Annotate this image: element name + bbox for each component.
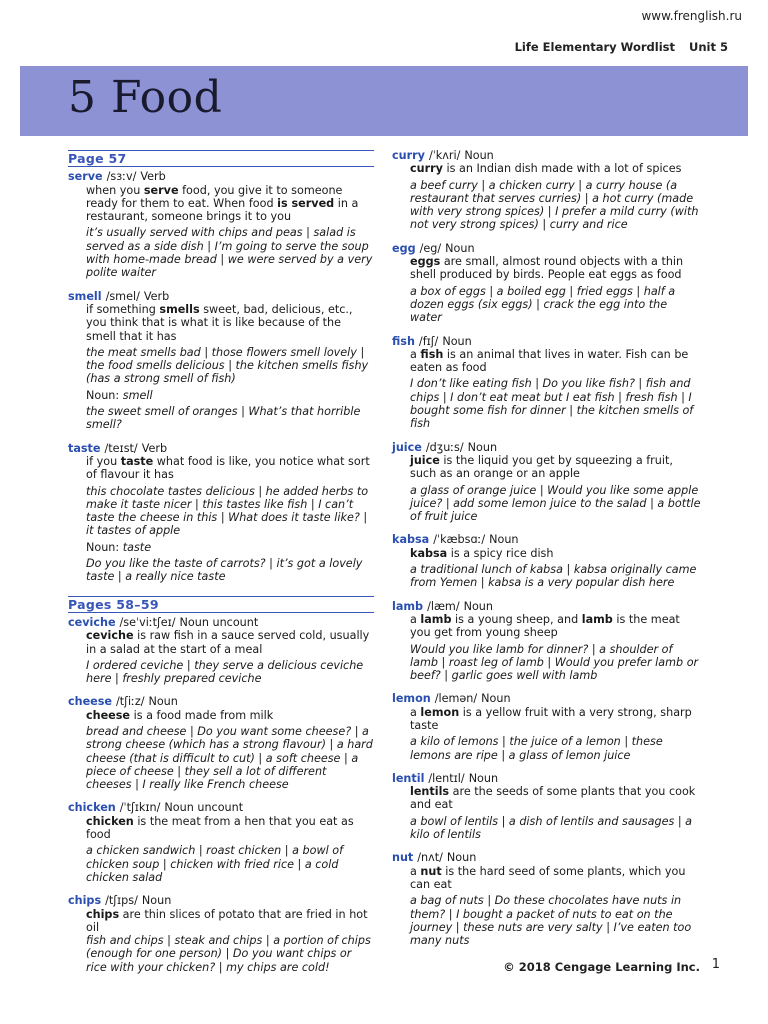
example-sentences: a beef curry | a chicken curry | a curry house (a restaurant that serves curries) | a hot curry (made with very strong spices) | I prefer a mild curry (with not very strong spices) | curry and rice bbox=[410, 178, 699, 232]
page-number: 1 bbox=[711, 957, 720, 972]
dictionary-entry bbox=[392, 692, 702, 761]
part-of-speech: Noun bbox=[148, 695, 178, 709]
definition bbox=[410, 348, 702, 375]
part-of-speech: Verb bbox=[141, 441, 168, 455]
definition bbox=[410, 706, 702, 733]
definition-text: is a young sheep, and bbox=[451, 612, 582, 626]
pronunciation: /ˈkʌri/ bbox=[428, 149, 461, 162]
noun-form bbox=[86, 541, 374, 554]
definition-keyword: taste bbox=[120, 454, 154, 468]
right-column bbox=[392, 149, 702, 957]
dictionary-entry bbox=[68, 170, 374, 279]
definition-text: if something bbox=[86, 302, 160, 316]
dictionary-entry bbox=[392, 772, 702, 841]
definition-text: is an animal that lives in water. Fish can be eaten as food bbox=[410, 347, 689, 375]
definition-text: a bbox=[410, 347, 421, 361]
definition-keyword: eggs bbox=[410, 255, 441, 269]
definition-keyword: lentils bbox=[410, 785, 450, 799]
definition bbox=[86, 184, 374, 224]
dictionary-entry bbox=[392, 533, 702, 589]
section-heading-pages-58-59: Pages 58–59 bbox=[68, 596, 374, 613]
part-of-speech: Noun bbox=[442, 334, 472, 348]
pronunciation: /ˈtʃɪkɪn/ bbox=[119, 801, 161, 815]
headword: chicken bbox=[68, 801, 116, 815]
example-sentences: fish and chips | steak and chips | a portion of chips (enough for one person) | Do you want chips or rice with your chicken? | my chips are cold! bbox=[86, 934, 371, 974]
headword: taste bbox=[68, 441, 101, 455]
entry-headline bbox=[392, 441, 702, 454]
dictionary-entry bbox=[392, 851, 702, 947]
example-sentences: a kilo of lemons | the juice of a lemon | these lemons are ripe | a glass of lemon juice bbox=[410, 735, 663, 762]
example-sentences-noun: Do you like the taste of carrots? | it’s got a lovely taste | a really nice taste bbox=[86, 557, 363, 584]
definition bbox=[86, 815, 374, 842]
definition-text: is a food made from milk bbox=[130, 708, 274, 722]
dictionary-entry bbox=[392, 600, 702, 683]
pronunciation: /teɪst/ bbox=[104, 441, 138, 455]
wordlist-title: Life Elementary Wordlist bbox=[514, 40, 675, 54]
definition bbox=[410, 255, 702, 282]
definition-text: is the meat from a hen that you eat as food bbox=[86, 814, 354, 842]
noun-form-label: Noun: bbox=[86, 388, 120, 402]
headword: ceviche bbox=[68, 615, 116, 629]
pronunciation: /tʃiːz/ bbox=[116, 695, 145, 709]
pronunciation: /sɜːv/ bbox=[106, 170, 137, 184]
definition-text: are the seeds of some plants that you cook and eat bbox=[410, 785, 696, 812]
page-title: 5 Food bbox=[68, 72, 223, 123]
dictionary-entry bbox=[68, 894, 374, 974]
noun-form bbox=[86, 389, 374, 402]
definition-keyword: lamb bbox=[581, 612, 613, 626]
entries-page-57 bbox=[68, 170, 374, 583]
headword: fish bbox=[392, 334, 415, 348]
copyright: © 2018 Cengage Learning Inc. bbox=[503, 960, 700, 974]
dictionary-entry bbox=[392, 149, 702, 232]
definition-text: food, you give it to someone ready for them to eat. When food bbox=[86, 183, 343, 210]
definition-keyword: chips bbox=[86, 907, 120, 921]
headword: chips bbox=[68, 894, 102, 908]
definition-text: are thin slices of potato that are fried in hot oil bbox=[86, 907, 368, 934]
definition bbox=[86, 629, 374, 656]
definition-text: is raw fish in a sauce served cold, usually in a salad at the start of a meal bbox=[86, 629, 370, 656]
definition bbox=[86, 303, 374, 343]
entry-headline bbox=[392, 149, 702, 162]
pronunciation: /lemən/ bbox=[434, 692, 478, 706]
part-of-speech: Noun bbox=[446, 851, 477, 865]
headword: egg bbox=[392, 241, 416, 255]
definition-text: a bbox=[410, 612, 421, 626]
definition-keyword: ceviche bbox=[86, 629, 134, 643]
dictionary-entry bbox=[392, 242, 702, 325]
definition-text: is the liquid you get by squeezing a fruit, such as an orange or an apple bbox=[410, 453, 673, 481]
pronunciation: /ˈkæbsɑː/ bbox=[433, 533, 486, 547]
entry-headline bbox=[68, 695, 374, 708]
headword: curry bbox=[392, 149, 425, 162]
definition bbox=[86, 908, 374, 935]
definition-text: if you bbox=[86, 454, 121, 468]
example-sentences: a glass of orange juice | Would you like some apple juice? | add some lemon juice to the salad | a bottle of fruit juice bbox=[410, 483, 701, 524]
part-of-speech: Noun uncount bbox=[179, 615, 259, 629]
headword: lamb bbox=[392, 599, 424, 613]
example-sentences: a traditional lunch of kabsa | kabsa originally came from Yemen | kabsa is a very popular dish here bbox=[410, 563, 697, 590]
entry-headline bbox=[68, 290, 374, 303]
definition bbox=[410, 162, 702, 175]
definition-text: a bbox=[410, 864, 421, 878]
part-of-speech: Verb bbox=[140, 170, 166, 184]
example-sentences: it’s usually served with chips and peas | salad is served as a side dish | I’m going to serve the soup with home-made bread | we were served by a very polite waiter bbox=[86, 226, 373, 280]
dictionary-entry bbox=[68, 290, 374, 432]
definition-keyword: lamb bbox=[420, 612, 452, 626]
entry-headline bbox=[68, 170, 374, 183]
definition-keyword: cheese bbox=[86, 708, 131, 722]
definition-keyword: smells bbox=[159, 302, 200, 316]
entry-headline bbox=[68, 894, 374, 907]
entry-headline bbox=[392, 533, 702, 546]
example-sentences: I ordered ceviche | they serve a delicious ceviche here | freshly prepared ceviche bbox=[86, 658, 364, 686]
definition-text: is the hard seed of some plants, which you can eat bbox=[410, 864, 686, 891]
example-sentences: bread and cheese | Do you want some cheese? | a strong cheese (which has a strong flavour) | a hard cheese (that is difficult to cut) | a soft cheese | a piece of cheese | they sell a lot of different cheeses | I really like French cheese bbox=[86, 724, 373, 792]
definition-text: in a restaurant, someone brings it to you bbox=[86, 196, 359, 224]
entry-headline bbox=[392, 335, 702, 348]
part-of-speech: Noun bbox=[445, 241, 475, 255]
part-of-speech: Noun bbox=[141, 894, 172, 908]
example-sentences: Would you like lamb for dinner? | a shoulder of lamb | roast leg of lamb | Would you prefer lamb or beef? | garlic goes well with lamb bbox=[410, 642, 699, 683]
definition bbox=[410, 865, 702, 892]
pronunciation: /læm/ bbox=[427, 599, 460, 613]
pronunciation: /smel/ bbox=[105, 289, 140, 303]
headword: lemon bbox=[392, 692, 431, 706]
pronunciation: /eg/ bbox=[419, 241, 442, 255]
definition bbox=[86, 709, 374, 722]
unit-banner bbox=[20, 66, 748, 136]
definition-keyword: lemon bbox=[420, 705, 460, 719]
example-sentences: the meat smells bad | those flowers smell lovely | the food smells delicious | the kitchen smells fishy (has a strong smell of fish) bbox=[86, 345, 369, 386]
pronunciation: /tʃɪps/ bbox=[105, 894, 138, 908]
headword: kabsa bbox=[392, 533, 430, 547]
entry-headline bbox=[392, 692, 702, 705]
part-of-speech: Noun bbox=[467, 440, 498, 454]
headword: lentil bbox=[392, 771, 425, 785]
entry-headline bbox=[392, 600, 702, 613]
example-sentences-noun: the sweet smell of oranges | What’s that horrible smell? bbox=[86, 405, 361, 432]
headword: cheese bbox=[68, 695, 113, 709]
pronunciation: /seˈviːtʃeɪ/ bbox=[119, 615, 176, 629]
headword: juice bbox=[392, 440, 422, 454]
dictionary-entry bbox=[392, 335, 702, 431]
site-url[interactable]: www.frenglish.ru bbox=[641, 9, 742, 23]
definition bbox=[410, 454, 702, 481]
noun-form-word: smell bbox=[122, 388, 153, 402]
running-head bbox=[515, 40, 728, 54]
entry-headline bbox=[68, 616, 374, 629]
definition-text: is a yellow fruit with a very strong, sharp taste bbox=[410, 705, 692, 732]
definition-text: sweet, bad, delicious, etc., you think that is what it is like because of the smell that it has bbox=[86, 302, 353, 343]
definition-text: what food is like, you notice what sort of flavour it has bbox=[86, 454, 370, 482]
noun-form-label: Noun: bbox=[86, 540, 120, 554]
entry-headline bbox=[68, 801, 374, 814]
definition-keyword: fish bbox=[420, 347, 444, 361]
dictionary-entry bbox=[68, 801, 374, 884]
pronunciation: /fɪʃ/ bbox=[418, 334, 439, 348]
definition bbox=[410, 785, 702, 812]
example-sentences: this chocolate tastes delicious | he added herbs to make it taste nicer | this tastes like fish | I can’t taste the cheese in this | What does it taste like? | it tastes of apple bbox=[86, 484, 369, 538]
dictionary-entry bbox=[68, 442, 374, 584]
section-heading-page-57: Page 57 bbox=[68, 150, 374, 167]
unit-label: Unit 5 bbox=[689, 40, 728, 54]
headword: smell bbox=[68, 289, 102, 303]
definition-keyword: curry bbox=[410, 162, 443, 176]
part-of-speech: Noun uncount bbox=[164, 801, 244, 815]
definition-keyword: nut bbox=[420, 864, 442, 878]
definition-keyword: juice bbox=[410, 453, 440, 467]
definition-text: when you bbox=[86, 183, 144, 197]
example-sentences: a bag of nuts | Do these chocolates have nuts in them? | I bought a packet of nuts to eat on the journey | these nuts are very salty | I’ve eaten too many nuts bbox=[410, 894, 692, 948]
definition bbox=[410, 613, 702, 640]
entry-headline bbox=[392, 242, 702, 255]
entry-headline bbox=[392, 772, 702, 785]
example-sentences: a box of eggs | a boiled egg | fried eggs | half a dozen eggs (six eggs) | crack the egg into the water bbox=[410, 284, 676, 325]
dictionary-entry bbox=[392, 441, 702, 524]
definition bbox=[410, 547, 702, 560]
headword: serve bbox=[68, 170, 103, 184]
definition-keyword: is served bbox=[277, 196, 335, 210]
definition-keyword: serve bbox=[143, 183, 179, 197]
definition bbox=[86, 455, 374, 482]
part-of-speech: Noun bbox=[489, 533, 519, 547]
definition-text: is an Indian dish made with a lot of spices bbox=[442, 162, 682, 176]
part-of-speech: Noun bbox=[481, 692, 511, 706]
example-sentences: a chicken sandwich | roast chicken | a bowl of chicken soup | chicken with fried rice | a cold chicken salad bbox=[86, 844, 344, 884]
entry-headline bbox=[68, 442, 374, 455]
definition-text: are small, almost round objects with a thin shell produced by birds. People eat eggs as food bbox=[410, 255, 684, 282]
dictionary-entry bbox=[68, 695, 374, 791]
part-of-speech: Noun bbox=[463, 599, 493, 613]
definition-keyword: kabsa bbox=[410, 546, 448, 560]
part-of-speech: Noun bbox=[468, 771, 499, 785]
example-sentences: I don’t like eating fish | Do you like fish? | fish and chips | I don’t eat meat but I eat fish | fresh fish | I bought some fish for dinner | the kitchen smells of fish bbox=[410, 377, 694, 431]
entries-right bbox=[392, 149, 702, 947]
definition-text: is the meat you get from young sheep bbox=[410, 612, 680, 640]
headword: nut bbox=[392, 851, 414, 865]
example-sentences: a bowl of lentils | a dish of lentils and sausages | a kilo of lentils bbox=[410, 814, 693, 842]
pronunciation: /dʒuːs/ bbox=[425, 440, 464, 454]
part-of-speech: Noun bbox=[464, 149, 494, 162]
dictionary-entry bbox=[68, 616, 374, 685]
definition-text: is a spicy rice dish bbox=[447, 546, 554, 560]
noun-form-word: taste bbox=[122, 540, 152, 554]
left-column bbox=[68, 150, 374, 984]
definition-text: a bbox=[410, 705, 421, 719]
definition-keyword: chicken bbox=[86, 814, 134, 828]
pronunciation: /nʌt/ bbox=[417, 851, 443, 865]
entries-pages-58-59 bbox=[68, 616, 374, 974]
entry-headline bbox=[392, 851, 702, 864]
pronunciation: /lentɪl/ bbox=[428, 771, 465, 785]
part-of-speech: Verb bbox=[143, 289, 170, 303]
